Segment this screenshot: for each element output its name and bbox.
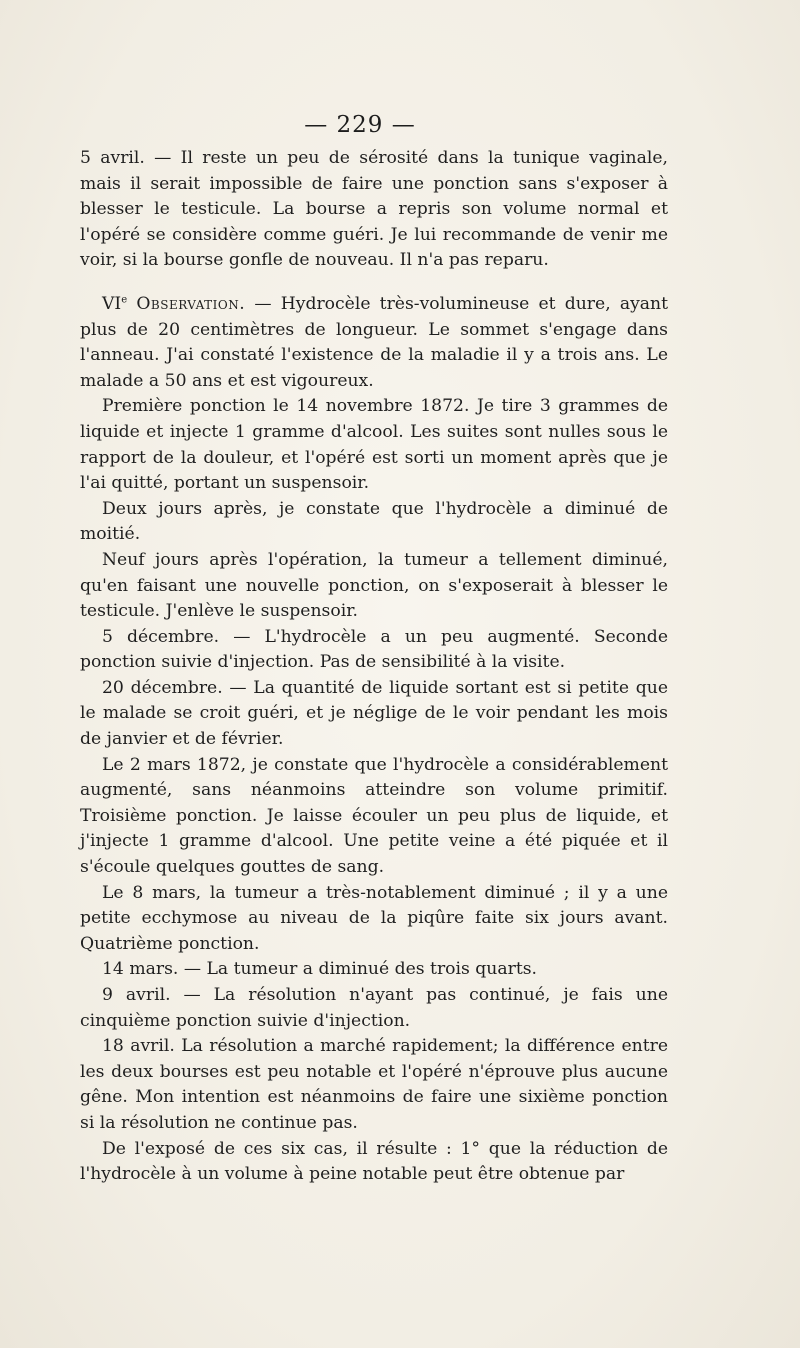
paragraph-premiere-ponction: Première ponction le 14 novembre 1872. Je tire 3 grammes de liquide et injecte 1 gramme d'alcool. Les suites sont nulles sous le rapport de la douleur, et l'opéré est sorti un moment après que je l'ai quitté, portant un suspensoir. [80,396,668,494]
observation-paragraph [80,292,668,394]
paragraph-8-mars: Le 8 mars, la tumeur a très-notablement diminué ; il y a une petite ecchymose au niveau de la piqûre faite six jours avant. Quatrième ponction. [80,882,668,954]
observation-superscript: e [121,294,128,306]
observation-heading: Observation. [136,293,246,314]
paragraph-14-mars: 14 mars. — La tumeur a diminué des trois quarts. [102,959,538,980]
paragraph-18-avril: 18 avril. La résolution a marché rapidement; la différence entre les deux bourses est peu notable et l'opéré n'éprouve plus aucune gêne. Mon intention est néanmoins de faire une sixième ponction si la résolution ne continue pas. [80,1036,668,1133]
paragraph-conclusion: De l'exposé de ces six cas, il résulte : 1° que la réduction de l'hydrocèle à un volume à peine notable peut être obtenue par [80,1138,668,1185]
paragraph-neuf-jours: Neuf jours après l'opération, la tumeur a tellement diminué, qu'en faisant une nouvelle ponction, on s'exposerait à blesser le testicule. J'enlève le suspensoir. [80,549,668,622]
observation-numeral: VI [102,293,122,314]
observation-text: — Hydrocèle très-volumineuse et dure, ayant plus de 20 centimètres de longueur. Le sommet s'engage dans l'anneau. J'ai constaté l'existence de la maladie il y a trois ans. Le malade a 50 ans et est vigoureux. [80,293,669,391]
paragraph-9-avril: 9 avril. — La résolution n'ayant pas continué, je fais une cinquième ponction suivie d'injection. [80,985,668,1031]
paragraph-20-decembre: 20 décembre. — La quantité de liquide sortant est si petite que le malade se croit guéri, et je néglige de le voir pendant les mois de janvier et de février. [80,677,668,750]
paragraph-2-mars: Le 2 mars 1872, je constate que l'hydrocèle a considérablement augmenté, sans néanmoins atteindre son volume primitif. Troisième ponction. Je laisse écouler un peu plus de liquide, et j'injecte 1 gramme d'alcool. Une petite veine a été piquée et il s'écoule quelques gouttes de sang. [80,754,668,878]
paragraph-5-decembre: 5 décembre. — L'hydrocèle a un peu augmenté. Seconde ponction suivie d'injection. Pas de sensibilité à la visite. [80,626,668,673]
page-number: — 229 — [304,112,416,138]
paragraph-5-avril: 5 avril. — Il reste un peu de sérosité dans la tunique vaginale, mais il serait impossible de faire une ponction sans s'exposer à blesser le testicule. La bourse a repris son volume normal et l'opéré se considère comme guéri. Je lui recommande de venir me voir, si la bourse gonfle de nouveau. Il n'a pas reparu. [80,148,668,271]
paragraph-deux-jours: Deux jours après, je constate que l'hydrocèle a diminué de moitié. [80,498,668,545]
body-text [80,146,668,1188]
